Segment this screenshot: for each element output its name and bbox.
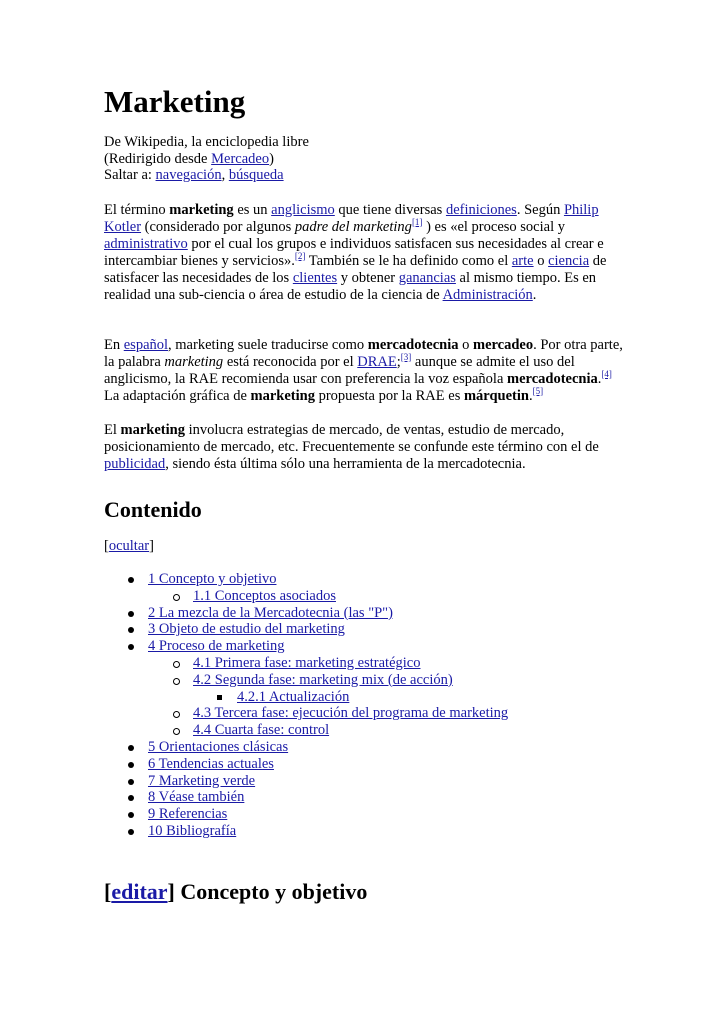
toc-link[interactable]: 9 Referencias (148, 806, 228, 823)
toc-item (104, 672, 544, 689)
article (104, 82, 624, 473)
text: ) es «el proceso social y (422, 218, 565, 235)
toc-link[interactable]: 7 Marketing verde (148, 772, 256, 789)
redirect-link[interactable]: Mercadeo (211, 150, 270, 167)
text: o (458, 336, 473, 353)
bracket: ] (149, 538, 154, 554)
bullet-icon (128, 644, 134, 650)
text: aunque se admite el uso del anglicismo, la RAE recomienda usar con preferencia la voz española (104, 353, 575, 387)
toc-item (104, 605, 544, 622)
italic-term: padre del marketing (294, 218, 412, 235)
toc-item (104, 588, 544, 605)
link-administrativo[interactable]: administrativo (104, 235, 188, 252)
text: que tiene diversas (334, 201, 446, 218)
circle-bullet-icon (173, 711, 180, 718)
link-philip-kotler[interactable]: Philip Kotler (104, 201, 599, 235)
jump-search-link[interactable]: búsqueda (228, 167, 284, 183)
link-ganancias[interactable]: ganancias (398, 269, 456, 286)
toc-item (104, 655, 544, 672)
bold-term: marketing (250, 387, 315, 404)
text: y obtener (337, 269, 399, 286)
toc-item (104, 773, 544, 790)
text: está reconocida por el (223, 353, 358, 370)
bold-term: mercadotecnia (367, 336, 459, 353)
toc-link[interactable]: 4.3 Tercera fase: ejecución del programa de marketing (193, 705, 509, 722)
text: . Según (516, 201, 564, 218)
link-arte[interactable]: arte (511, 252, 534, 269)
paragraph-intro (104, 202, 624, 304)
reference-5[interactable]: [5] (532, 385, 544, 396)
reference-4[interactable]: [4] (601, 368, 612, 379)
text: . (597, 370, 602, 387)
bullet-icon (128, 779, 134, 785)
text: (considerado por algunos (141, 218, 295, 235)
link-publicidad[interactable]: publicidad (104, 455, 166, 472)
square-bullet-icon (217, 695, 222, 700)
toc-item (104, 739, 544, 756)
toc-link[interactable]: 4.1 Primera fase: marketing estratégico (193, 654, 421, 671)
text: al mismo tiempo. Es en realidad una sub-ciencia o área de estudio de la ciencia de (104, 269, 597, 303)
article-meta (104, 134, 624, 184)
bracket: [ (104, 879, 112, 904)
bullet-icon (128, 611, 134, 617)
link-espanol[interactable]: español (123, 336, 169, 353)
text: o (533, 252, 549, 269)
jump-links (104, 167, 624, 184)
link-clientes[interactable]: clientes (292, 269, 338, 286)
jump-prefix: Saltar a: (104, 167, 156, 183)
link-ciencia[interactable]: ciencia (548, 252, 590, 269)
text: . (528, 387, 533, 404)
bold-term: mercadeo (472, 336, 534, 353)
bullet-icon (128, 795, 134, 801)
reference-2[interactable]: [2] (294, 250, 306, 261)
section-heading (104, 878, 367, 906)
bracket: [ (104, 538, 109, 554)
redirect-prefix: (Redirigido desde (104, 150, 212, 167)
bullet-icon (128, 627, 134, 633)
circle-bullet-icon (173, 728, 180, 735)
jump-separator: , (221, 167, 229, 183)
toc-item (104, 621, 544, 638)
toc-heading: Contenido (104, 497, 202, 522)
text: También se le ha definido como el (305, 252, 512, 269)
toc-item (104, 638, 544, 655)
toc-link[interactable]: 4.4 Cuarta fase: control (193, 722, 330, 739)
edit-section-link[interactable]: editar (111, 879, 168, 904)
table-of-contents (104, 571, 544, 840)
toc-link[interactable]: 1 Concepto y objetivo (148, 571, 277, 587)
toc-item (104, 806, 544, 823)
text: , marketing suele traducirse como (168, 336, 368, 353)
text: propuesta por la RAE es (314, 387, 464, 404)
toc-link[interactable]: 4.2 Segunda fase: marketing mix (de acción) (193, 671, 453, 688)
text: En (104, 336, 124, 353)
link-administracion[interactable]: Administración (442, 286, 533, 303)
bold-term: mercadotecnia (507, 370, 598, 387)
tagline: De Wikipedia, la enciclopedia libre (104, 134, 309, 150)
link-anglicismo[interactable]: anglicismo (271, 201, 335, 218)
toc-hide-link[interactable]: ocultar (108, 538, 150, 554)
toc-item (104, 705, 544, 722)
toc-item (104, 722, 544, 739)
page-title: Marketing (104, 84, 246, 119)
toc-item (104, 823, 544, 840)
italic-term: marketing (164, 353, 224, 370)
bullet-icon (128, 829, 134, 835)
toc-toggle (104, 538, 154, 555)
bracket: ] (167, 879, 175, 904)
text: La adaptación gráfica de (104, 387, 251, 404)
bullet-icon (128, 762, 134, 768)
circle-bullet-icon (173, 678, 180, 685)
text: involucra estrategias de mercado, de ventas, estudio de mercado, posicionamiento de mercado, etc. Frecuentemente se confunde este término con el de (104, 421, 599, 455)
text: por el cual los grupos e individuos satisfacen sus necesidades al crear e intercambiar bienes y servicios». (104, 235, 604, 269)
redirect-note (104, 151, 624, 168)
toc-link[interactable]: 4.2.1 Actualización (237, 688, 350, 705)
bold-term: márquetin (463, 387, 529, 404)
toc-link[interactable]: 5 Orientaciones clásicas (148, 738, 289, 755)
bold-term: marketing (120, 421, 185, 438)
toc-item (104, 789, 544, 806)
reference-3[interactable]: [3] (400, 351, 412, 362)
text: , siendo ésta última sólo una herramienta de la mercadotecnia. (165, 455, 526, 472)
toc-link[interactable]: 6 Tendencias actuales (148, 755, 274, 772)
redirect-suffix: ) (269, 150, 274, 167)
bold-term: marketing (169, 201, 234, 218)
bullet-icon (128, 577, 134, 583)
paragraph-spanish (104, 337, 624, 405)
link-drae[interactable]: DRAE (357, 353, 397, 370)
circle-bullet-icon (173, 594, 180, 601)
toc-item (104, 756, 544, 773)
section-title: Concepto y objetivo (174, 879, 368, 904)
toc-link[interactable]: 8 Véase también (148, 789, 245, 806)
text: es un (233, 201, 272, 218)
text: ; (396, 353, 401, 370)
jump-navigation-link[interactable]: navegación (155, 167, 222, 183)
text: El término (104, 201, 170, 218)
bullet-icon (128, 745, 134, 751)
toc-link[interactable]: 4 Proceso de marketing (148, 638, 285, 655)
toc-item (104, 571, 544, 588)
paragraph-scope (104, 422, 624, 473)
text: . Por otra parte, la palabra (104, 336, 623, 370)
link-definiciones[interactable]: definiciones (445, 201, 517, 218)
text: . (532, 286, 537, 303)
toc-link[interactable]: 1.1 Conceptos asociados (193, 587, 336, 604)
toc-item (104, 689, 544, 706)
toc-link[interactable]: 2 La mezcla de la Mercadotecnia (las "P") (148, 604, 393, 621)
toc-link[interactable]: 3 Objeto de estudio del marketing (148, 621, 345, 638)
toc-link[interactable]: 10 Bibliografía (148, 822, 237, 839)
bullet-icon (128, 812, 134, 818)
text: El (104, 421, 121, 438)
circle-bullet-icon (173, 661, 180, 668)
reference-1[interactable]: [1] (411, 216, 423, 227)
text: de satisfacer las necesidades de los (104, 252, 607, 286)
